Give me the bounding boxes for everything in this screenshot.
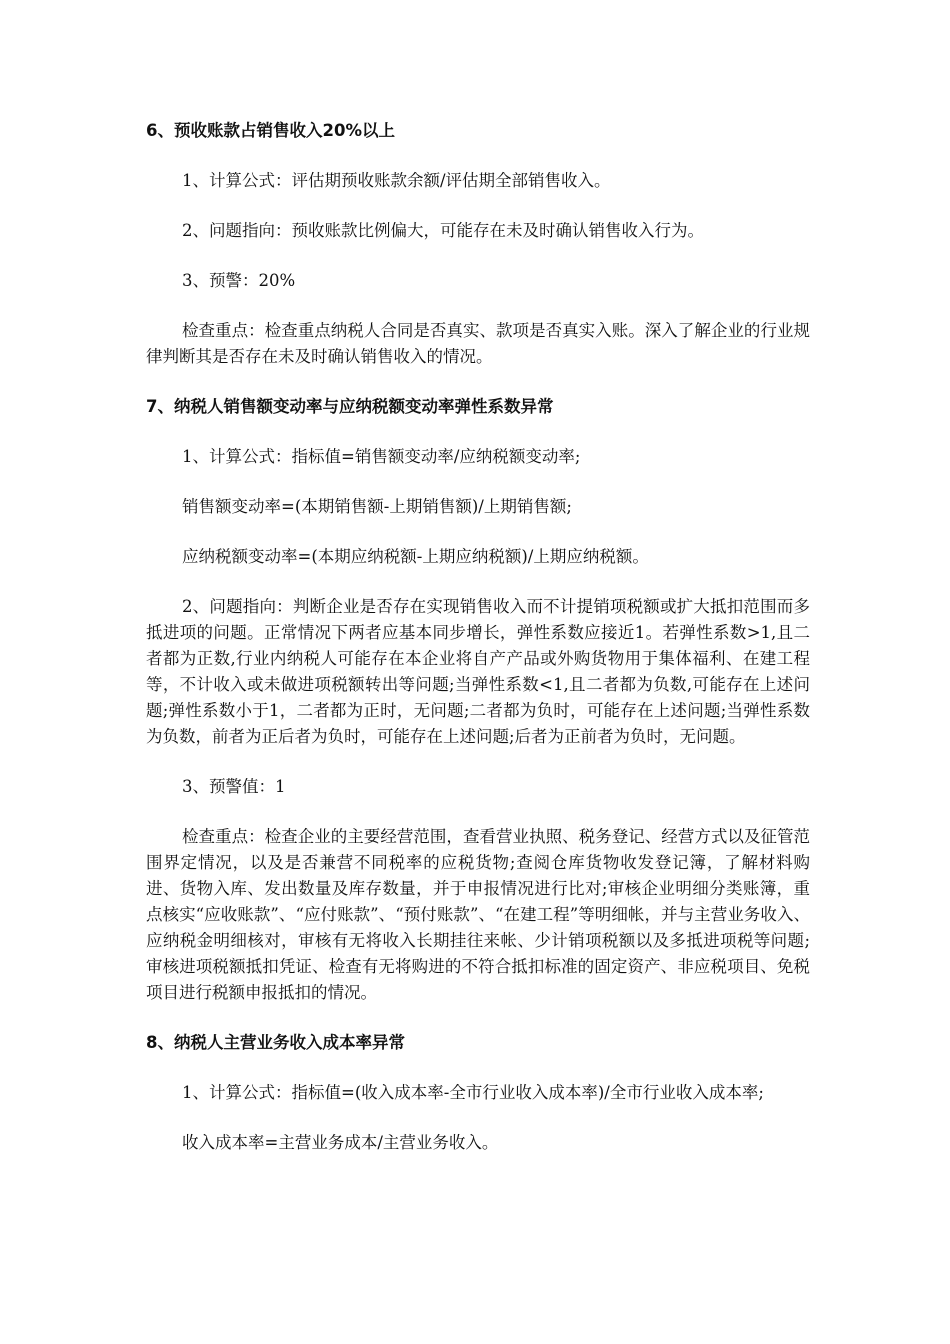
paragraph: 2、问题指向：预收账款比例偏大，可能存在未及时确认销售收入行为。 <box>182 221 704 240</box>
section-heading: 8、纳税人主营业务收入成本率异常 <box>146 1033 405 1052</box>
paragraph: 收入成本率=主营业务成本/主营业务收入。 <box>182 1133 499 1152</box>
paragraph: 销售额变动率=(本期销售额-上期销售额)/上期销售额; <box>182 497 572 516</box>
paragraph: 1、计算公式：指标值=销售额变动率/应纳税额变动率; <box>182 447 581 466</box>
paragraph: 1、计算公式：指标值=(收入成本率-全市行业收入成本率)/全市行业收入成本率; <box>182 1083 764 1102</box>
paragraph: 3、预警值：1 <box>182 777 286 796</box>
section-heading: 6、预收账款占销售收入20%以上 <box>146 121 395 140</box>
document-page <box>146 118 810 1180</box>
paragraph: 应纳税额变动率=(本期应纳税额-上期应纳税额)/上期应纳税额。 <box>182 547 649 566</box>
section-heading: 7、纳税人销售额变动率与应纳税额变动率弹性系数异常 <box>146 397 554 416</box>
paragraph: 2、问题指向：判断企业是否存在实现销售收入而不计提销项税额或扩大抵扣范围而多抵进项的问题。正常情况下两者应基本同步增长，弹性系数应接近1。若弹性系数>1,且二者都为正数,行业内纳税人可能存在本企业将自产产品或外购货物用于集体福利、在建工程等，不计收入或未做进项税额转出等问题;当弹性系数<1,且二者都为负数,可能存在上述问题;弹性系数小于1，二者都为正时，无问题;二者都为负时，可能存在上述问题;当弹性系数为负数，前者为正后者为负时，可能存在上述问题;后者为正前者为负时，无问题。 <box>146 597 810 746</box>
paragraph: 1、计算公式：评估期预收账款余额/评估期全部销售收入。 <box>182 171 611 190</box>
paragraph: 检查重点：检查重点纳税人合同是否真实、款项是否真实入账。深入了解企业的行业规律判断其是否存在未及时确认销售收入的情况。 <box>146 321 810 366</box>
paragraph: 3、预警：20% <box>182 271 296 290</box>
paragraph: 检查重点：检查企业的主要经营范围，查看营业执照、税务登记、经营方式以及征管范围界定情况，以及是否兼营不同税率的应税货物;查阅仓库货物收发登记簿，了解材料购进、货物入库、发出数量及库存数量，并于申报情况进行比对;审核企业明细分类账簿，重点核实“应收账款”、“应付账款”、“预付账款”、“在建工程”等明细帐，并与主营业务收入、应纳税金明细核对，审核有无将收入长期挂往来帐、少计销项税额以及多抵进项税等问题;审核进项税额抵扣凭证、检查有无将购进的不符合抵扣标准的固定资产、非应税项目、免税项目进行税额申报抵扣的情况。 <box>146 827 810 1002</box>
